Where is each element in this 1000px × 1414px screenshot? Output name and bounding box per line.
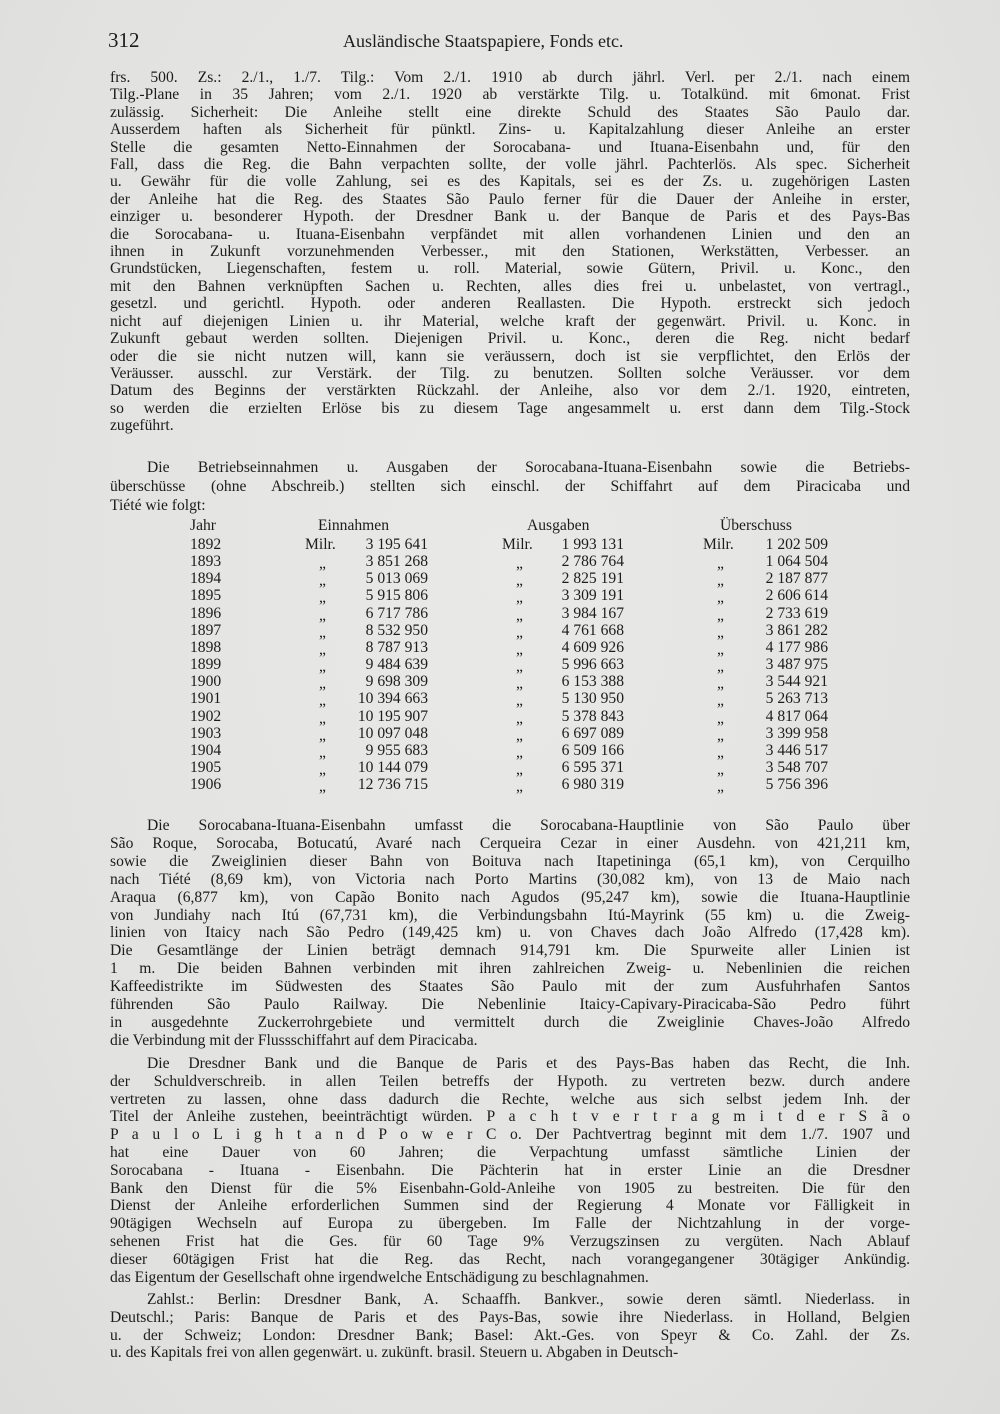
column-header: Jahr	[190, 517, 216, 534]
text-line: mit den Bahnen verknüpften Sachen u. Rechten, alles dies frei u. unbelastet, von vertragl.,	[110, 277, 910, 295]
text-line: Bank den Dienst für die 5% Eisenbahn-Gold-Anleihe von 1905 zu bestreiten. Die für den	[110, 1179, 910, 1197]
year-cell: 1899	[190, 656, 222, 674]
value-cell: 1 202 509	[765, 536, 828, 553]
text-line: 90tägigen Wechseln auf Europa zu übergeben. Im Falle der Nichtzahlung in der vorge-	[110, 1215, 910, 1233]
value-cell: 8 532 950	[365, 621, 428, 639]
text-line: die Sorocabana- u. Ituana-Eisenbahn verpfändet mit allen vorhandenen Linien und den an	[110, 225, 910, 243]
value-cell: 3 984 167	[561, 604, 624, 622]
ditto-mark: „	[516, 606, 523, 624]
ditto-mark: „	[516, 658, 523, 676]
ditto-mark: „	[319, 555, 326, 573]
year-cell: 1904	[190, 741, 222, 759]
unit-label: Milr.	[305, 536, 336, 553]
paragraph-lease-contract	[110, 1055, 910, 1286]
value-cell: 6 717 786	[365, 604, 428, 622]
year-cell: 1898	[190, 638, 222, 656]
text-line: Tiété wie folgt:	[110, 497, 206, 514]
text-line: so werden die erzielten Erlöse bis zu diesem Tage angesammelt u. erst dann dem Tilg.-Stock	[110, 399, 910, 417]
year-cell: 1903	[190, 724, 222, 742]
value-cell: 5 013 069	[365, 570, 428, 588]
value-cell: 9 484 639	[365, 656, 428, 674]
ditto-mark: „	[516, 743, 523, 761]
ditto-mark: „	[516, 760, 523, 778]
ditto-mark: „	[717, 726, 724, 744]
year-cell: 1897	[190, 621, 222, 639]
ditto-mark: „	[516, 589, 523, 607]
paragraph-operating-intro	[110, 458, 910, 515]
text-line: nach Tiété (8,69 km), von Victoria nach Porto Martins (30,082 km), von 13 de Maio nach	[110, 870, 910, 888]
text-line: gesetzl. und gerichtl. Hypoth. oder anderen Reallasten. Die Hypoth. erstreckt sich jedoch	[110, 295, 910, 313]
running-header: Ausländische Staatspapiere, Fonds etc.	[343, 31, 624, 51]
text-line: zugeführt.	[110, 417, 174, 435]
value-cell: 10 097 048	[357, 724, 428, 742]
value-cell: 2 733 619	[765, 604, 828, 622]
ditto-mark: „	[516, 726, 523, 744]
text-line: Zukunft gebaut werden sollten. Diejenigen Privil. u. Konc., deren die Reg. nicht bedarf	[110, 330, 910, 348]
ditto-mark: „	[319, 675, 326, 693]
ditto-mark: „	[717, 743, 724, 761]
text-line: São Roque, Sorocaba, Botucatú, Avaré nach Cerqueira Cezar in einer Ausdehn. von 421,211 km,	[110, 834, 910, 852]
value-cell: 6 509 166	[561, 741, 624, 759]
ditto-mark: „	[717, 606, 724, 624]
ditto-mark: „	[516, 675, 523, 693]
value-cell: 6 153 388	[561, 673, 624, 691]
text-line: führenden São Paulo Railway. Die Nebenlinie Itaicy-Capivary-Piracicaba-São Pedro führt	[110, 996, 910, 1014]
text-line: sowie die Zweiglinien dieser Bahn von Boituva nach Itapetininga (65,1 km), von Cerquilho	[110, 852, 910, 870]
text-line: u. der Schweiz; London: Dresdner Bank; Basel: Akt.-Ges. von Speyr & Co. Zahl. der Zs.	[110, 1326, 910, 1344]
text-line: überschüsse (ohne Abschreib.) stellten sich einschl. der Schiffahrt auf dem Piracicaba und	[110, 478, 910, 495]
text-line: zulässig. Sicherheit: Die Anleihe stellt eine direkte Schuld des Staates São Paulo dar.	[110, 103, 910, 121]
ditto-mark: „	[717, 658, 724, 676]
year-cell: 1900	[190, 673, 222, 691]
ditto-mark: „	[319, 778, 326, 796]
text-line: Tilg.-Plane in 35 Jahren; vom 2./1. 1920 ab verstärkte Tilg. u. Totalkünd. mit 6monat. Frist	[110, 86, 910, 104]
ditto-mark: „	[319, 692, 326, 710]
text-line: Grundstücken, Liegenschaften, festem u. roll. Material, sowie Gütern, Privil. u. Konc., den	[110, 260, 910, 278]
value-cell: 9 955 683	[365, 741, 428, 759]
value-cell: 9 698 309	[365, 673, 428, 691]
value-cell: 12 736 715	[357, 776, 428, 794]
text-line: Zahlst.: Berlin: Dresdner Bank, A. Schaaffh. Bankver., sowie deren sämtl. Niederlass. in	[147, 1291, 910, 1308]
text-line: Die Dresdner Bank und die Banque de Paris et des Pays-Bas haben das Recht, die Inh.	[147, 1055, 910, 1072]
ditto-mark: „	[717, 675, 724, 693]
value-cell: 6 980 319	[561, 776, 624, 794]
ditto-mark: „	[717, 640, 724, 658]
ditto-mark: „	[516, 623, 523, 641]
unit-label: Milr.	[502, 536, 533, 553]
value-cell: 4 609 926	[561, 638, 624, 656]
ditto-mark: „	[319, 760, 326, 778]
year-cell: 1894	[190, 570, 222, 588]
text-line: P a u l o L i g h t a n d P o w e r C o. Der Pachtvertrag beginnt mit dem 1./7. 1907 und	[110, 1126, 910, 1144]
text-line: Sorocabana - Ituana - Eisenbahn. Die Pächterin hat in erster Linie an die Dresdner	[110, 1161, 910, 1179]
ditto-mark: „	[516, 640, 523, 658]
value-cell: 10 195 907	[357, 707, 428, 725]
text-line: u. des Kapitals frei von allen gegenwärt. u. zukünft. brasil. Steuern u. Abgaben in Deutsch-	[110, 1344, 679, 1362]
value-cell: 3 851 268	[365, 553, 428, 571]
text-line: u. Gewähr für die volle Zahlung, sei es des Kapitals, sei es der Zs. u. zugehörigen Lasten	[110, 173, 910, 191]
ditto-mark: „	[717, 778, 724, 796]
text-line: vertreten zu lassen, ohne dass dadurch die Rechte, welche aus sich selbst jedem Inh. der	[110, 1090, 910, 1108]
ditto-mark: „	[717, 589, 724, 607]
ditto-mark: „	[319, 572, 326, 590]
value-cell: 3 446 517	[765, 741, 828, 759]
paragraph-paying-agents	[110, 1291, 910, 1362]
ditto-mark: „	[516, 555, 523, 573]
text-line: Datum des Beginns der verstärkten Rückzahl. der Anleihe, also vor dem 2./1. 1920, eintreten,	[110, 382, 910, 400]
value-cell: 5 378 843	[561, 707, 624, 725]
text-line: der Schuldverschreib. in allen Teilen betreffs der Hypoth. zu vertreten bezw. durch andere	[110, 1072, 910, 1090]
column-header: Einnahmen	[318, 517, 390, 534]
ditto-mark: „	[516, 572, 523, 590]
ditto-mark: „	[717, 623, 724, 641]
value-cell: 2 825 191	[561, 570, 624, 588]
ditto-mark: „	[319, 606, 326, 624]
text-line: dieser 60tägigen Frist hat die Reg. das Recht, nach vorangegangener 30tägiger Ankündig.	[110, 1250, 910, 1268]
year-cell: 1902	[190, 707, 222, 725]
ditto-mark: „	[717, 692, 724, 710]
year-cell: 1895	[190, 587, 222, 605]
value-cell: 2 187 877	[765, 570, 828, 588]
ditto-mark: „	[717, 555, 724, 573]
ditto-mark: „	[516, 778, 523, 796]
text-line: sehenen Frist hat die Ges. für 60 Tage 9% Verzugszinsen zu vergüten. Nach Ablauf	[110, 1232, 910, 1250]
value-cell: 5 130 950	[561, 690, 624, 708]
page-number: 312	[108, 28, 140, 52]
ditto-mark: „	[319, 726, 326, 744]
value-cell: 3 861 282	[765, 621, 828, 639]
value-cell: 4 761 668	[561, 621, 624, 639]
ditto-mark: „	[319, 623, 326, 641]
value-cell: 3 309 191	[561, 587, 624, 605]
value-cell: 1 993 131	[561, 536, 624, 553]
year-cell: 1896	[190, 604, 222, 622]
value-cell: 5 915 806	[365, 587, 428, 605]
text-line: Stelle die gesamten Netto-Einnahmen der Sorocabana- und Ituana-Eisenbahn und, für den	[110, 138, 910, 156]
text-line: Kaffeedistrikte im Südwesten des Staates São Paulo mit der zum Ausfuhrhafen Santos	[110, 978, 910, 996]
unit-label: Milr.	[703, 536, 734, 553]
text-line: Die Betriebseinnahmen u. Ausgaben der Sorocabana-Ituana-Eisenbahn sowie die Betriebs-	[147, 459, 910, 476]
value-cell: 3 544 921	[765, 673, 828, 691]
text-line: frs. 500. Zs.: 2./1., 1./7. Tilg.: Vom 2./1. 1910 ab durch jährl. Verl. per 2./1. nach einem	[110, 69, 910, 86]
text-line: 1 m. Die beiden Bahnen verbinden mit ihren zahlreichen Zweig- u. Nebenlinien die reichen	[110, 960, 910, 978]
year-cell: 1905	[190, 758, 222, 776]
value-cell: 2 606 614	[765, 587, 828, 605]
value-cell: 5 756 396	[765, 776, 828, 794]
ditto-mark: „	[717, 760, 724, 778]
text-line: Araqua (6,877 km), von Capão Bonito nach Agudos (95,247 km), sowie die Ituana-Hauptlinie	[110, 888, 910, 906]
text-line: die Verbindung mit der Flussschiffahrt auf dem Piracicaba.	[110, 1031, 478, 1049]
value-cell: 1 064 504	[765, 553, 828, 571]
year-cell: 1892	[190, 536, 222, 553]
value-cell: 6 697 089	[561, 724, 624, 742]
year-cell: 1901	[190, 690, 222, 708]
text-line: Deutschl.; Paris: Banque de Paris et des Pays-Bas, sowie ihre Niederlass. in Holland, Belgien	[110, 1308, 910, 1326]
value-cell: 3 487 975	[765, 656, 828, 674]
value-cell: 5 996 663	[561, 656, 624, 674]
text-line: Fall, dass die Reg. die Bahn verpachten sollte, der volle jährl. Pachterlös. Als spec. Sicherheit	[110, 156, 910, 174]
value-cell: 4 817 064	[765, 707, 828, 725]
text-line: von Jundiahy nach Itú (67,731 km), die Verbindungsbahn Itú-Mayrink (55 km) u. die Zweig-	[110, 906, 910, 924]
ditto-mark: „	[319, 658, 326, 676]
text-line: Dienst der Anleihe erforderlichen Summen sind der Regierung 4 Monate vor Fälligkeit in	[110, 1197, 910, 1215]
ditto-mark: „	[319, 743, 326, 761]
column-header: Überschuss	[720, 517, 792, 534]
value-cell: 5 263 713	[765, 690, 828, 708]
text-line: hat eine Dauer von 60 Jahren; die Verpachtung umfasst sämtliche Linien der	[110, 1143, 910, 1161]
year-cell: 1906	[190, 776, 222, 794]
value-cell: 10 144 079	[357, 758, 428, 776]
text-line: in ausgedehnte Zuckerrohrgebiete und vermittelt durch die Zweiglinie Chaves-João Alfredo	[110, 1013, 910, 1031]
text-line: Die Sorocabana-Ituana-Eisenbahn umfasst die Sorocabana-Hauptlinie von São Paulo über	[147, 817, 910, 834]
value-cell: 3 195 641	[365, 536, 428, 553]
text-line: Die Gesamtlänge der Linien beträgt demnach 914,791 km. Die Spurweite aller Linien ist	[110, 942, 910, 960]
ditto-mark: „	[516, 709, 523, 727]
value-cell: 4 177 986	[765, 638, 828, 656]
column-header: Ausgaben	[527, 517, 590, 534]
ditto-mark: „	[516, 692, 523, 710]
ditto-mark: „	[319, 640, 326, 658]
year-cell: 1893	[190, 553, 222, 571]
paragraph-security	[110, 69, 910, 435]
text-line: nicht auf diejenigen Linien u. ihr Material, welche kraft der gegenwärt. Privil. u. Konc. in	[110, 312, 910, 330]
value-cell: 10 394 663	[357, 690, 428, 708]
text-line: einziger u. besonderer Hypoth. der Dresdner Bank u. der Banque de Paris et des Pays-Bas	[110, 208, 910, 226]
text-line: das Eigentum der Gesellschaft ohne irgendwelche Entschädigung zu beschlagnahmen.	[110, 1268, 649, 1286]
ditto-mark: „	[717, 709, 724, 727]
text-line: ihnen in Zukunft vorzunehmenden Verbesser., mit den Stationen, Werkstätten, Verbesser. an	[110, 243, 910, 261]
text-line: linien von Itaicy nach São Pedro (149,425 km) u. von Chaves dach João Alfredo (17,428 km).	[110, 924, 910, 942]
text-line: der Anleihe hat die Reg. des Staates São Paulo ferner für die Dauer der Anleihe in erster,	[110, 190, 910, 208]
value-cell: 3 548 707	[765, 758, 828, 776]
value-cell: 8 787 913	[365, 638, 428, 656]
ditto-mark: „	[319, 709, 326, 727]
ditto-mark: „	[319, 589, 326, 607]
value-cell: 3 399 958	[765, 724, 828, 742]
value-cell: 2 786 764	[561, 553, 624, 571]
ditto-mark: „	[717, 572, 724, 590]
text-line: oder die sie nicht nutzen will, kann sie veräussern, doch ist sie verpflichtet, den Erlös der	[110, 347, 910, 365]
value-cell: 6 595 371	[561, 758, 624, 776]
text-line: Veräusser. ausschl. zur Verstärk. der Tilg. zu benutzen. Sollten solche Veräusser. vor dem	[110, 364, 910, 382]
text-line: Titel der Anleihe zustehen, beeinträchtigt würden. P a c h t v e r t r a g m i t d e r S ã o	[110, 1108, 910, 1126]
text-line: Ausserdem haften als Sicherheit für pünktl. Zins- u. Kapitalzahlung dieser Anleihe an erster	[110, 121, 910, 139]
paragraph-railway-lines	[110, 817, 910, 1050]
